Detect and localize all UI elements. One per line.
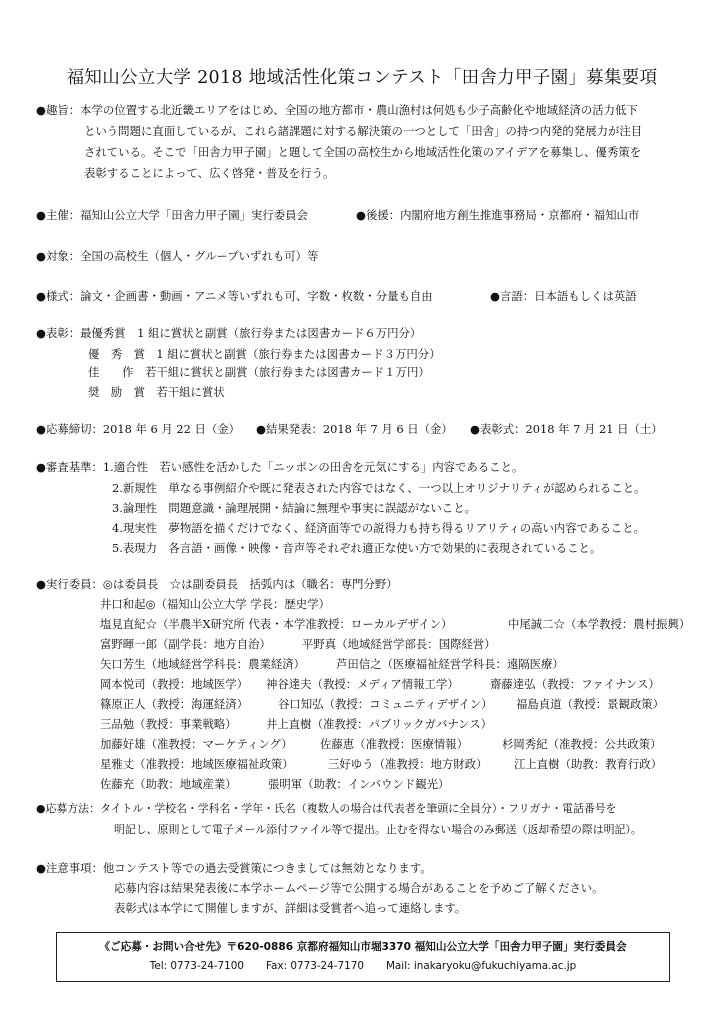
committee-member: 岡本悦司（教授：地域医学） (100, 677, 249, 691)
committee-heading: ●実行委員： (36, 577, 103, 591)
purpose-section (36, 100, 638, 121)
language: ●言語：日本語もしくは英語 (490, 289, 637, 303)
committee-member: 井上直樹（准教授：パブリックガバナンス） (266, 717, 492, 731)
committee-member: 谷口知弘（教授：コミュニティデザイン） (278, 697, 493, 711)
committee-member: 富野暉一郎（副学長：地方自治） (100, 637, 271, 651)
format: ●様式：論文・企画書・動画・アニメ等いずれも可、字数・枚数・分量も自由 (36, 289, 433, 303)
notes-line-1: 他コンテスト等での過去受賞策につきましては無効となります。 (102, 861, 432, 875)
method-heading: ●応募方法： (36, 802, 100, 815)
committee-legend: ◎は委員長 ☆は副委員長 括弧内は（職名：専門分野） (102, 577, 398, 591)
criteria-item: 1.適合性 若い感性を活かした「ニッポンの田舎を元気にする」内容であること。 (102, 460, 524, 474)
award-item: 奨 励 賞 若干組に賞状 (88, 385, 225, 399)
committee-member: 三好ゆう（准教授：地方財政） (328, 757, 488, 771)
criteria-item: 2.新規性 単なる事例紹介や既に発表された内容ではなく、一つ以上オリジナリティが認められること。 (112, 481, 646, 495)
committee-member: 加藤好雄（准教授：マーケティング） (100, 737, 293, 751)
awards-section (36, 323, 421, 344)
criteria-item: 3.論理性 問題意識・論理展開・結論に無理や事実に誤認がないこと。 (112, 501, 476, 515)
committee-member: 佐藤充（助教：地域産業） (100, 777, 237, 791)
criteria-heading: ●審査基準： (36, 460, 103, 474)
committee-member: 三品勉（教授：事業戦略） (100, 717, 237, 731)
method-section (36, 798, 617, 819)
page-title: 福知山公立大学 2018 地域活性化策コンテスト「田舎力甲子園」募集要項 (66, 68, 658, 88)
committee-member: 江上直樹（助教：教育行政） (514, 757, 663, 771)
committee-member: 篠原正人（教授：海運経済） (100, 697, 249, 711)
purpose-heading: ●趣旨： (36, 103, 81, 117)
committee-member: 芦田信之（医療福祉経営学科長：遠隔医療） (336, 657, 564, 671)
awards-heading: ●表彰： (36, 326, 81, 340)
method-line-1: タイトル・学校名・学科名・学年・氏名（複数人の場合は代表者を筆頭に全員分）・フリガナ・電話番号を (99, 802, 617, 815)
target: ●対象：全国の高校生（個人・グループいずれも可）等 (36, 249, 319, 263)
criteria-item: 5.表現力 各言語・画像・映像・音声等それぞれ適正な使い方で効果的に表現されていること。 (112, 541, 602, 555)
award-ceremony: ●表彰式：2018 年 7 月 21 日（土） (470, 422, 663, 436)
purpose-line-3: されている。そこで「田舎力甲子園」と題して全国の高校生から地域活性化策のアイデアを募集し、優秀策を (84, 145, 642, 159)
contact-address: 《ご応募・お問い合せ先》〒620-0886 京都府福知山市堀3370 福知山公立大学「田舎力甲子園」実行委員会 (99, 941, 627, 953)
committee-member: 齋藤達弘（教授：ファイナンス） (490, 677, 660, 691)
committee-member: 井口和起◎（福知山公立大学 学長：歴史学） (100, 597, 330, 611)
committee-member: 佐藤恵（准教授：医療情報） (320, 737, 469, 751)
committee-member: 平野真（地域経営学部長：国際経営） (302, 637, 496, 651)
award-item: 優 秀 賞 1 組に賞状と副賞（旅行券または図書カード３万円分） (88, 347, 441, 361)
committee-member: 矢口芳生（地域経営学科長：農業経済） (100, 657, 306, 671)
result-announcement: ●結果発表：2018 年 7 月 6 日（金） (256, 422, 453, 436)
notes-line-2: 応募内容は結果発表後に本学ホームページ等で公開する場合があることを予めご了解ください。 (114, 881, 604, 895)
purpose-line-4: 表彰することによって、広く啓発・普及を行う。 (84, 166, 335, 180)
contact-box (56, 932, 670, 982)
notes-line-3: 表彰式は本学にて開催しますが、詳細は受賞者へ追って連絡します。 (114, 901, 467, 915)
contact-details (57, 960, 669, 972)
committee-section (36, 574, 398, 595)
contact-fax: Fax: 0773-24-7170 (266, 960, 364, 972)
notes-heading: ●注意事項： (36, 861, 103, 875)
purpose-line-1: 本学の位置する北近畿エリアをはじめ、全国の地方都市・農山漁村は何処も少子高齢化や地域経済の活力低下 (80, 103, 638, 117)
criteria-item: 4.現実性 夢物語を描くだけでなく、経済面等での説得力も持ち得るリアリティの高い内容であること。 (112, 521, 646, 535)
deadline: ●応募締切：2018 年 6 月 22 日（金） (36, 422, 241, 436)
contact-mail: Mail: inakaryoku@fukuchiyama.ac.jp (385, 960, 577, 972)
award-item: 最優秀賞 1 組に賞状と副賞（旅行券または図書カード６万円分） (80, 326, 422, 340)
committee-member: 神谷達夫（教授：メディア情報工学） (266, 677, 459, 691)
notes-section (36, 858, 432, 879)
organizer: ●主催：福知山公立大学「田舎力甲子園」実行委員会 (36, 208, 308, 222)
criteria-section (36, 457, 523, 478)
committee-member: 塩見直紀☆（半農半X研究所 代表・本学准教授：ローカルデザイン） (100, 617, 453, 631)
contact-tel: Tel: 0773-24-7100 (149, 960, 245, 972)
committee-member: 星雅丈（准教授：地域医療福祉政策） (100, 757, 294, 771)
award-item: 佳 作 若干組に賞状と副賞（旅行券または図書カード１万円） (88, 365, 430, 379)
method-line-2: 明記し、原則として電子メール添付ファイル等で提出。止むを得ない場合のみ郵送（返却希望の際は明記）。 (114, 823, 642, 836)
committee-member: 福島貞道（教授：景観政策） (516, 697, 665, 711)
committee-member: 中尾誠二☆（本学教授：農村振興） (508, 617, 691, 631)
sponsor: ●後援：内閣府地方創生推進事務局・京都府・福知山市 (356, 208, 640, 222)
committee-member: 張明軍（助教：インバウンド観光） (268, 777, 450, 791)
purpose-line-2: という問題に直面しているが、これら諸課題に対する解決策の一つとして「田舎」の持つ内発的発展力が注目 (84, 124, 643, 138)
committee-member: 杉岡秀紀（准教授：公共政策） (502, 737, 662, 751)
